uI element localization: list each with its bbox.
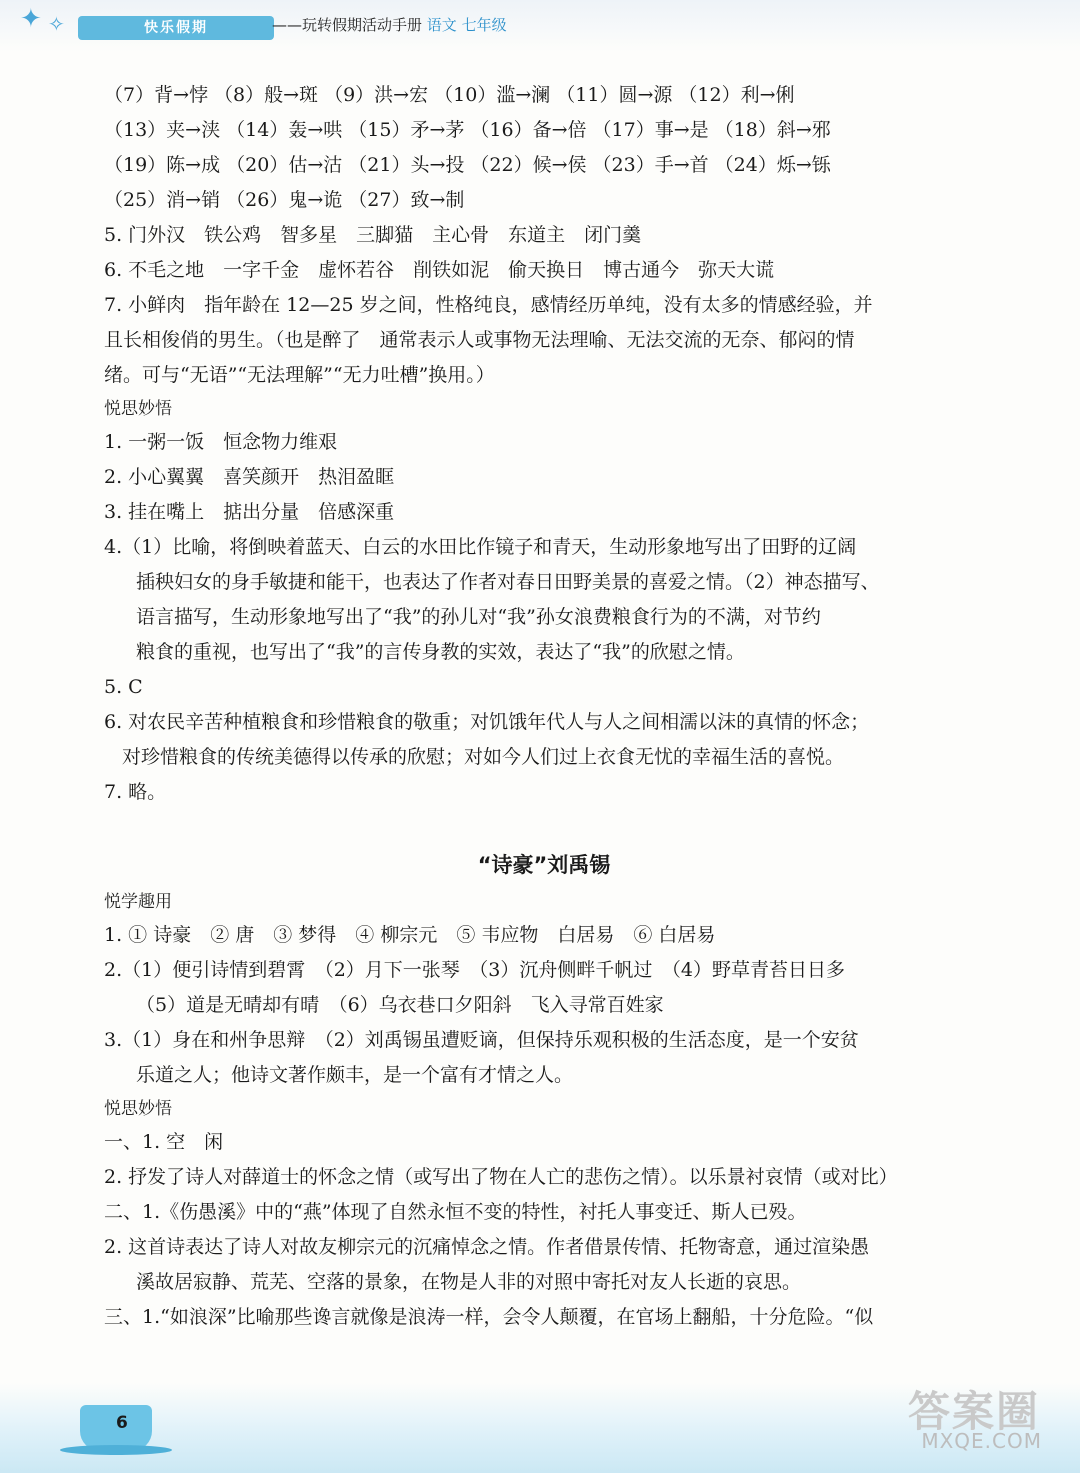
text-line: 1. ① 诗豪 ② 唐 ③ 梦得 ④ 柳宗元 ⑤ 韦应物 白居易 ⑥ 白居易 bbox=[104, 924, 716, 946]
text-line: 粮食的重视，也写出了“我”的言传身教的实效，表达了“我”的欣慰之情。 bbox=[136, 641, 745, 663]
text-line: 3. 挂在嘴上 掂出分量 倍感深重 bbox=[104, 501, 395, 523]
logo-text: 快乐假期 bbox=[78, 16, 274, 40]
subject-grade: 语文 七年级 bbox=[426, 16, 507, 34]
text-line: 5. 门外汉 铁公鸡 智多星 三脚猫 主心骨 东道主 闭门羹 bbox=[104, 224, 642, 246]
text-line: 2. 小心翼翼 喜笑颜开 热泪盈眶 bbox=[104, 466, 395, 488]
text-line: 绪。可与“无语”“无法理解”“无力吐槽”换用。） bbox=[104, 364, 495, 386]
brand-logo bbox=[18, 6, 258, 44]
text-line: 2. 抒发了诗人对薛道士的怀念之情（或写出了物在人亡的悲伤之情）。以乐景衬哀情（或对比） bbox=[104, 1166, 898, 1188]
text-line: 溪故居寂静、荒芜、空落的景象，在物是人非的对照中寄托对友人长逝的哀思。 bbox=[136, 1271, 802, 1293]
text-line: 5. C bbox=[104, 676, 143, 698]
text-line: （13）夹→浃 （14）轰→哄 （15）矛→茅 （16）备→倍 （17）事→是 （18）斜→邪 bbox=[104, 119, 831, 141]
page-footer bbox=[0, 1383, 1080, 1473]
text-line: 6. 对农民辛苦种植粮食和珍惜粮食的敬重；对饥饿年代人与人之间相濡以沫的真情的怀念； bbox=[104, 711, 870, 733]
watermark bbox=[820, 1379, 1050, 1459]
text-line: 7. 小鲜肉 指年龄在 12—25 岁之间，性格纯良，感情经历单纯，没有太多的情感经验，并 bbox=[104, 294, 873, 316]
star-icon: ✦ bbox=[20, 4, 42, 34]
text-line: 一、1. 空 闲 bbox=[104, 1131, 224, 1153]
text-line: 二、1.《伤愚溪》中的“燕”体现了自然永恒不变的特性，衬托人事变迁、斯人已殁。 bbox=[104, 1201, 807, 1223]
text-line: 2.（1）便引诗情到碧霄 （2）月下一张琴 （3）沉舟侧畔千帆过 （4）野草青苔日日多 bbox=[104, 959, 845, 981]
section-label: 悦思妙悟 bbox=[104, 1099, 172, 1119]
section-title: “诗豪”刘禹锡 bbox=[477, 853, 611, 877]
text-line: 语言描写，生动形象地写出了“我”的孙儿对“我”孙女浪费粮食行为的不满，对节约 bbox=[136, 606, 821, 628]
page-header bbox=[0, 0, 1080, 52]
answer-content bbox=[104, 78, 984, 1335]
book-title: ——玩转假期活动手册 bbox=[272, 16, 423, 34]
text-line: 3.（1）身在和州争思辩 （2）刘禹锡虽遭贬谪，但保持乐观积极的生活态度，是一个安贫 bbox=[104, 1029, 859, 1051]
text-line: 1. 一粥一饭 恒念物力维艰 bbox=[104, 431, 338, 453]
text-line: （19）陈→成 （20）估→沽 （21）头→投 （22）候→侯 （23）手→首 （24）烁→铄 bbox=[104, 154, 831, 176]
text-line: 且长相俊俏的男生。（也是醉了 通常表示人或事物无法理喻、无法交流的无奈、郁闷的情 bbox=[104, 329, 855, 351]
text-line: 6. 不毛之地 一字千金 虚怀若谷 削铁如泥 偷天换日 博古通今 弥天大谎 bbox=[104, 259, 775, 281]
text-line: （7）背→悖 （8）般→斑 （9）洪→宏 （10）滥→澜 （11）圆→源 （12）利→俐 bbox=[104, 84, 795, 106]
text-line: 7. 略。 bbox=[104, 781, 167, 803]
saucer-icon bbox=[60, 1445, 172, 1455]
section-label: 悦思妙悟 bbox=[104, 399, 172, 419]
text-line: 插秧妇女的身手敏捷和能干，也表达了作者对春日田野美景的喜爱之情。（2）神态描写、 bbox=[136, 571, 880, 593]
page-number: 6 bbox=[116, 1413, 128, 1433]
text-line: 乐道之人；他诗文著作颇丰，是一个富有才情之人。 bbox=[136, 1064, 574, 1086]
header-subtitle bbox=[272, 14, 507, 35]
section-label: 悦学趣用 bbox=[104, 892, 172, 912]
text-line: （5）道是无晴却有晴 （6）乌衣巷口夕阳斜 飞入寻常百姓家 bbox=[136, 994, 664, 1016]
sparkle-icon: ✧ bbox=[48, 12, 65, 36]
text-line: （25）消→销 （26）鬼→诡 （27）致→制 bbox=[104, 189, 465, 211]
watermark-text: 答案圈 bbox=[907, 1387, 1040, 1436]
text-line: 三、1.“如浪深”比喻那些谗言就像是浪涛一样，会令人颠覆，在官场上翻船，十分危险。“似 bbox=[104, 1306, 874, 1328]
text-line: 4.（1）比喻，将倒映着蓝天、白云的水田比作镜子和青天，生动形象地写出了田野的辽阔 bbox=[104, 536, 857, 558]
text-line: 2. 这首诗表达了诗人对故友柳宗元的沉痛悼念之情。作者借景传情、托物寄意，通过渲染愚 bbox=[104, 1236, 870, 1258]
watermark-url: MXQE.COM bbox=[921, 1429, 1042, 1453]
text-line: 对珍惜粮食的传统美德得以传承的欣慰；对如今人们过上衣食无忧的幸福生活的喜悦。 bbox=[122, 746, 845, 768]
